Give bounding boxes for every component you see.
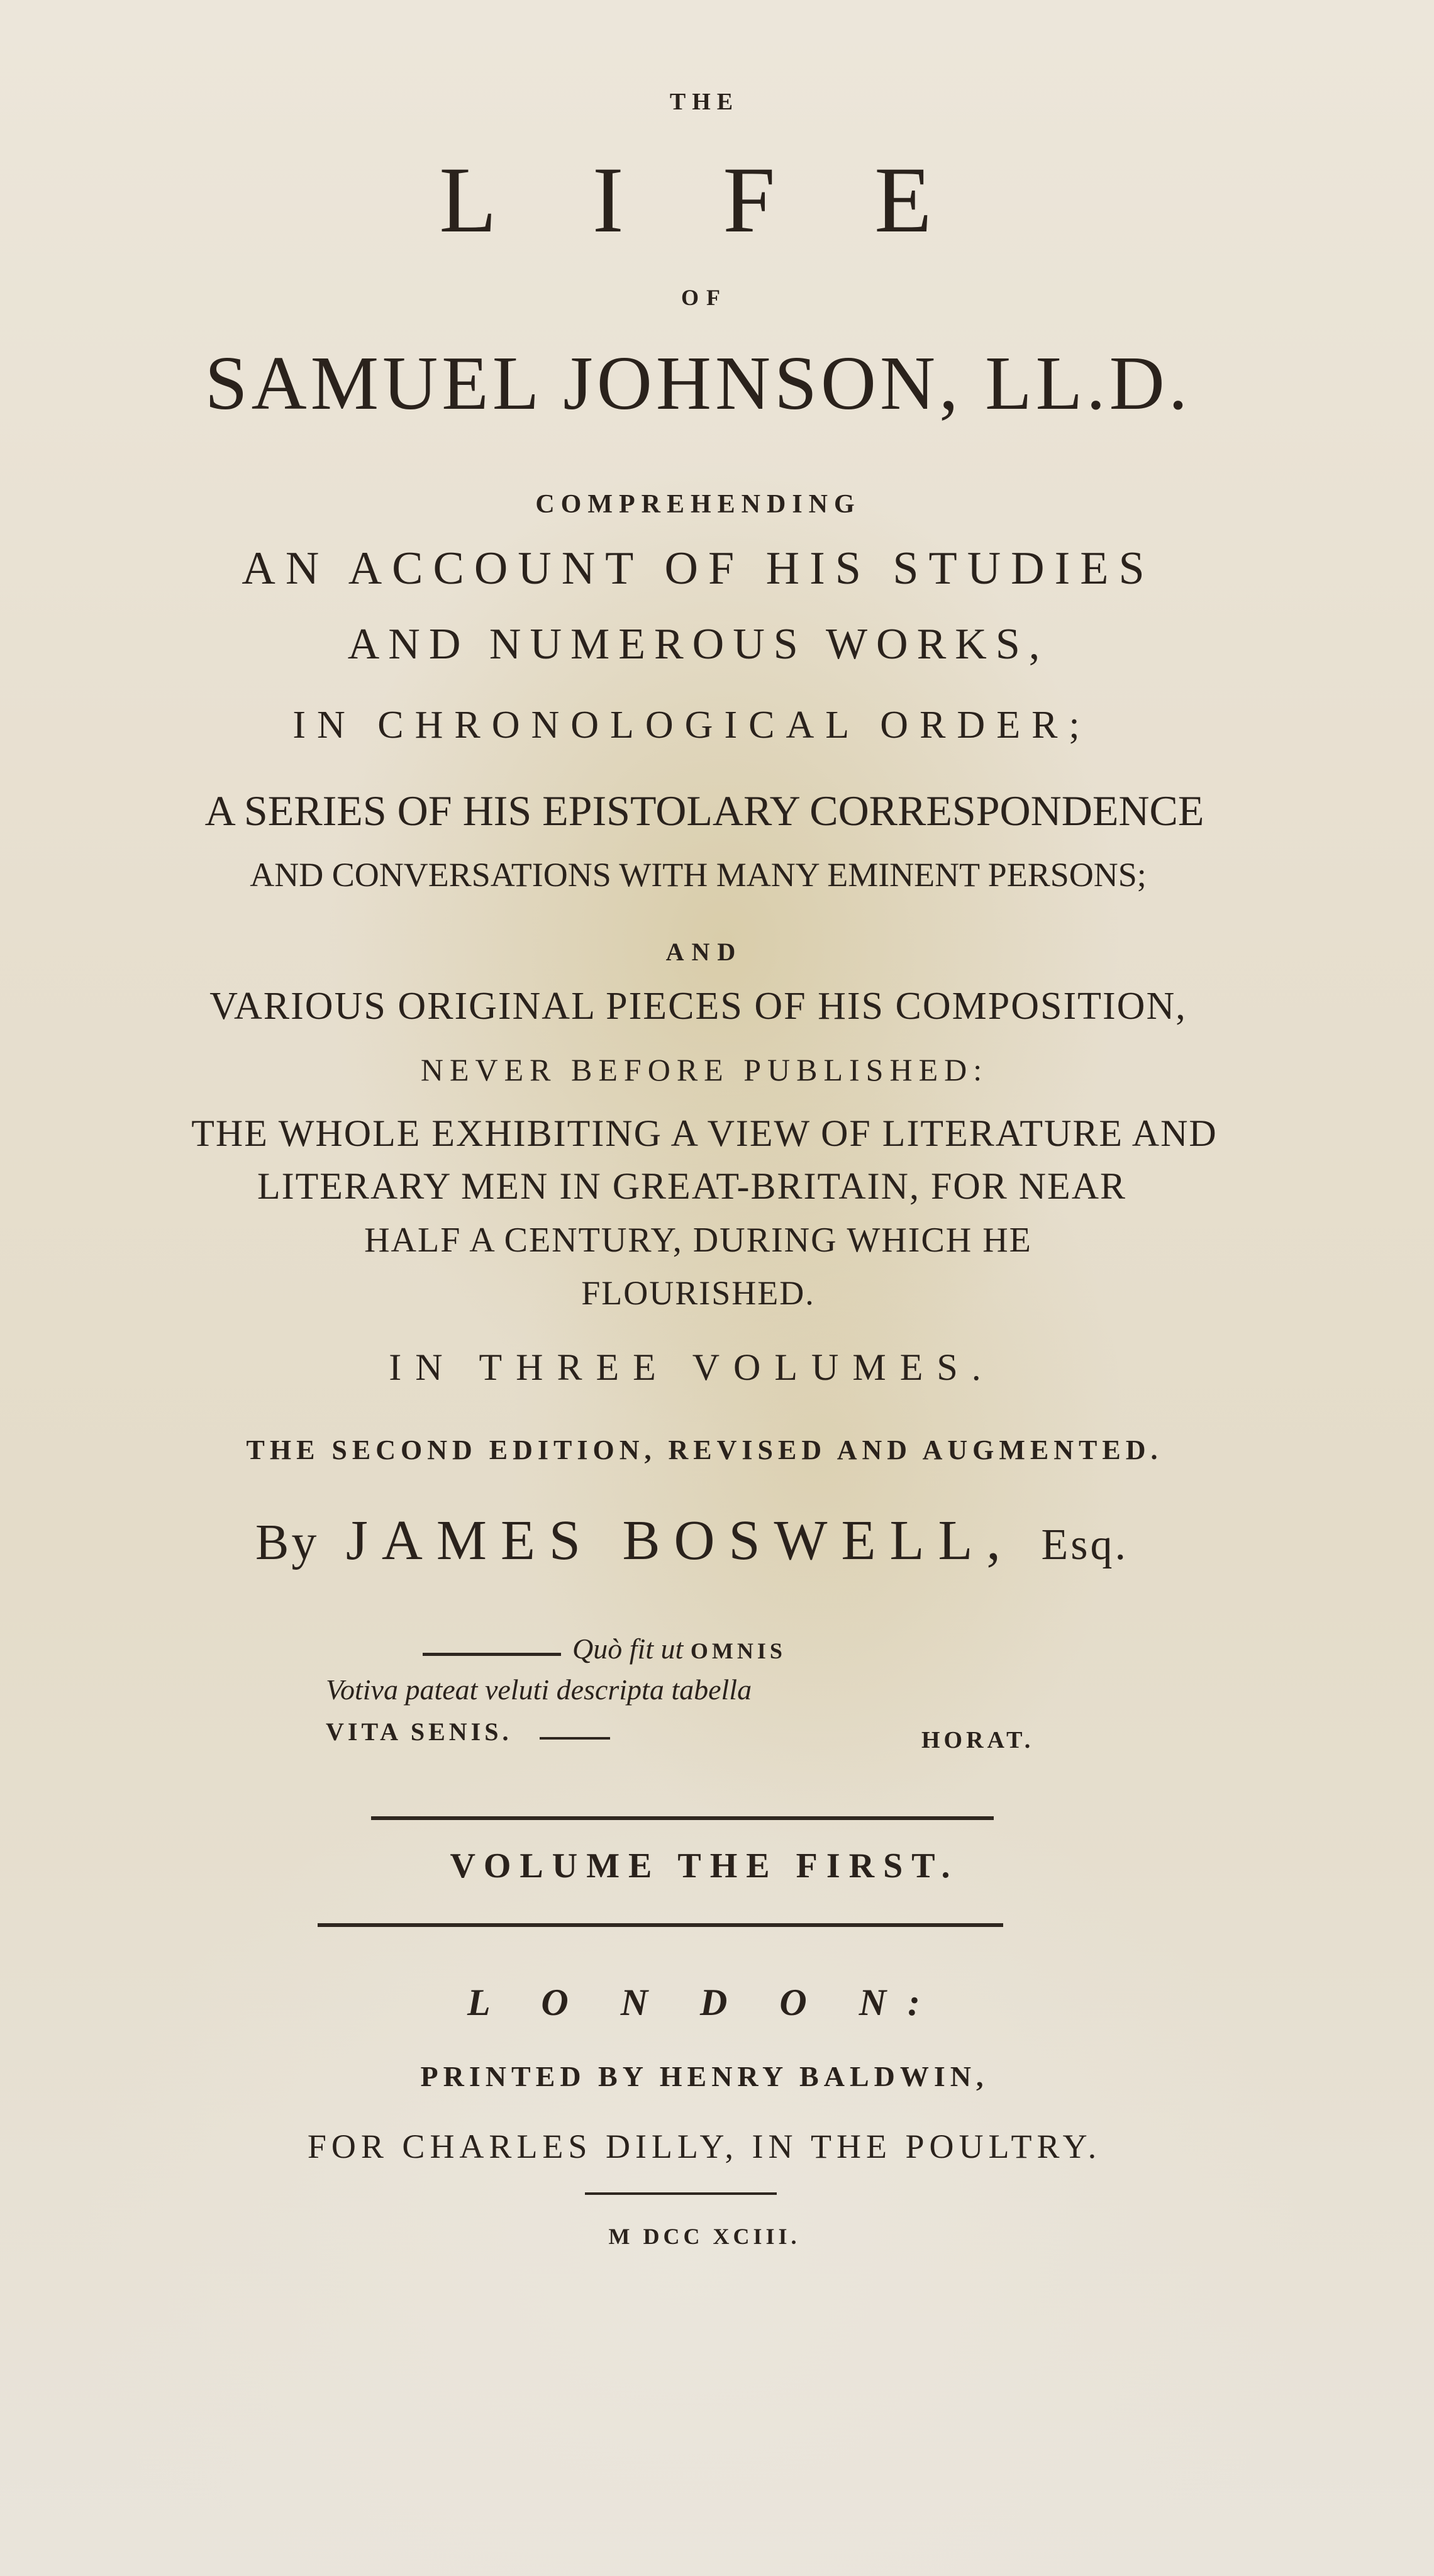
edition-line: THE SECOND EDITION, REVISED AND AUGMENTED. [246,1435,1163,1465]
description-line-2: AND NUMEROUS WORKS, [347,620,1049,669]
imprint-printer: PRINTED BY HENRY BALDWIN, [420,2060,989,2092]
author-prefix: By [255,1515,320,1570]
description-line-8: THE WHOLE EXHIBITING A VIEW OF LITERATURE AND [191,1113,1218,1154]
motto-line-3 [326,1714,512,1747]
imprint-city: L O N D O N: [467,1982,942,2023]
comprehending: COMPREHENDING [535,490,861,519]
motto-attribution: HORAT. [921,1727,1035,1753]
imprint-year: M DCC XCIII. [608,2224,801,2249]
volume-rule-bottom [318,1923,1003,1927]
volume-title: VOLUME THE FIRST. [450,1846,959,1885]
description-line-11: FLOURISHED. [581,1274,815,1312]
motto-line-3-dash [540,1737,610,1740]
volume-rule-top [371,1816,994,1820]
motto-line-1-italic: Quò fit ut [572,1633,684,1665]
description-line-1: AN ACCOUNT OF HIS STUDIES [242,543,1155,594]
description-line-9: LITERARY MEN IN GREAT-BRITAIN, FOR NEAR [257,1165,1127,1207]
title-the: THE [669,89,740,115]
author-name: JAMES BOSWELL, [345,1509,1014,1572]
motto-line-1-caps: OMNIS [690,1638,786,1663]
title-life: L I F E [439,148,970,252]
description-line-6: VARIOUS ORIGINAL PIECES OF HIS COMPOSITION, [209,985,1187,1028]
author-suffix: Esq. [1041,1521,1128,1569]
description-line-3: IN CHRONOLOGICAL ORDER; [292,704,1091,747]
description-line-10: HALF A CENTURY, DURING WHICH HE [364,1221,1032,1260]
imprint-rule [585,2192,777,2195]
description-line-4: A SERIES OF HIS EPISTOLARY CORRESPONDENCE [204,787,1204,835]
author-line [0,1508,1409,1573]
motto-dash [423,1653,561,1656]
and-line: AND [665,938,743,966]
description-line-7: NEVER BEFORE PUBLISHED: [420,1052,989,1087]
imprint-publisher: FOR CHARLES DILLY, IN THE POULTRY. [307,2128,1102,2165]
motto-line-3-text: VITA SENIS. [326,1718,513,1746]
description-line-5: AND CONVERSATIONS WITH MANY EMINENT PERSONS; [250,856,1147,894]
motto-line-1 [572,1632,786,1665]
title-subject: SAMUEL JOHNSON, LL.D. [204,341,1192,426]
title-of: OF [681,285,728,310]
volumes-line: IN THREE VOLUMES. [389,1346,995,1388]
motto-line-2: Votiva pateat veluti descripta tabella [326,1674,752,1706]
